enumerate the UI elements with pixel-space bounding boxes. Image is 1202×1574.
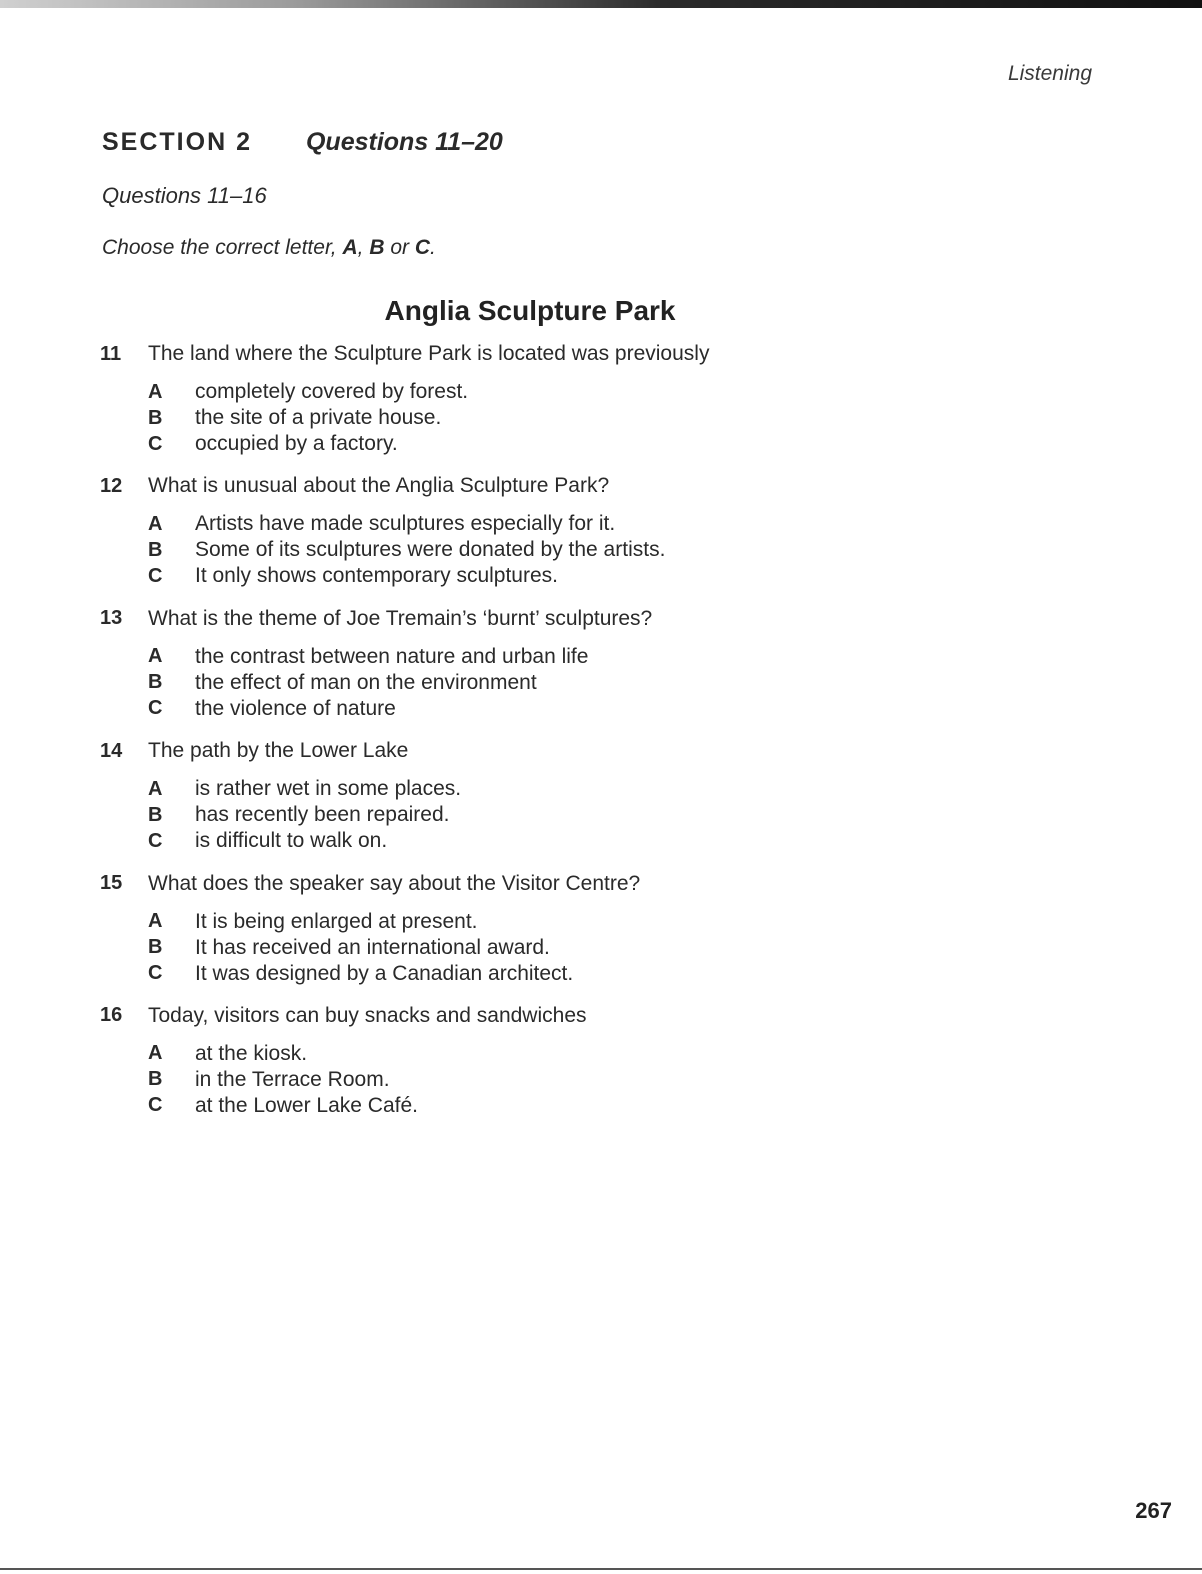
option-text: at the Lower Lake Café. [195, 1093, 418, 1117]
instructions [102, 236, 436, 260]
question-13 [100, 604, 1000, 736]
option-b[interactable] [148, 670, 1000, 696]
option-letter: C [148, 829, 163, 852]
question-number: 15 [100, 872, 123, 895]
option-text: in the Terrace Room. [195, 1067, 390, 1091]
question-number: 14 [100, 739, 123, 762]
option-text: completely covered by forest. [195, 380, 469, 403]
option-text: occupied by a factory. [195, 432, 398, 455]
option-text: is difficult to walk on. [195, 829, 388, 853]
option-list [148, 1041, 1000, 1119]
option-letter: A [148, 1042, 163, 1065]
question-number: 11 [100, 342, 122, 365]
option-text: It is being enlarged at present. [195, 909, 478, 933]
option-a[interactable] [148, 909, 1000, 935]
option-letter: C [148, 962, 163, 985]
option-text: It has received an international award. [195, 935, 550, 959]
option-c[interactable] [148, 431, 1000, 457]
section-label: SECTION 2 [102, 128, 252, 156]
instructions-connector: or [384, 236, 415, 259]
passage-title: Anglia Sculpture Park [384, 295, 676, 326]
option-text: the site of a private house. [195, 406, 442, 429]
option-letter: C [148, 564, 163, 587]
option-text: at the kiosk. [195, 1041, 308, 1065]
instructions-prefix: Choose the correct letter, [102, 236, 343, 259]
option-letter: A [148, 777, 163, 800]
option-a[interactable] [148, 776, 1000, 802]
option-list [148, 909, 1000, 987]
option-letter: C [148, 697, 163, 720]
option-letter: B [148, 803, 163, 826]
instructions-letter-a: A [342, 236, 358, 259]
option-a[interactable] [148, 379, 1000, 405]
option-a[interactable] [148, 644, 1000, 670]
option-text: is rather wet in some places. [195, 777, 462, 801]
top-border [0, 0, 1202, 8]
question-15 [100, 869, 1000, 1001]
option-list [148, 379, 1000, 457]
question-12 [100, 471, 1000, 603]
instructions-suffix: . [430, 236, 436, 259]
running-head: Listening [1007, 62, 1092, 85]
option-text: the contrast between nature and urban life [195, 644, 589, 668]
option-list [148, 776, 1000, 854]
option-letter: C [148, 432, 163, 455]
question-number: 16 [100, 1004, 123, 1027]
option-b[interactable] [148, 405, 1000, 431]
option-letter: A [148, 512, 163, 535]
instructions-separator: , [357, 236, 370, 259]
option-text: Some of its sculptures were donated by the artists. [195, 538, 666, 562]
option-text: It was designed by a Canadian architect. [195, 961, 574, 985]
question-text: The land where the Sculpture Park is located was previously [148, 342, 710, 365]
question-number: 13 [100, 607, 123, 630]
option-text: It only shows contemporary sculptures. [195, 564, 558, 588]
page-number: 267 [1135, 1498, 1172, 1523]
question-16 [100, 1001, 1000, 1133]
option-b[interactable] [148, 802, 1000, 828]
question-list [100, 339, 1000, 1133]
option-letter: A [148, 380, 163, 403]
option-letter: C [148, 1094, 163, 1117]
question-text: Today, visitors can buy snacks and sandwiches [148, 1003, 587, 1027]
option-b[interactable] [148, 1067, 1000, 1093]
option-letter: A [148, 910, 163, 933]
subsection-title: Questions 11–16 [102, 183, 267, 208]
section-heading [102, 128, 503, 157]
option-letter: B [148, 538, 163, 561]
question-14 [100, 736, 1000, 868]
bottom-border [0, 1568, 1202, 1570]
option-c[interactable] [148, 563, 1000, 589]
option-c[interactable] [148, 1093, 1000, 1119]
instructions-letter-c: C [414, 236, 430, 259]
instructions-letter-b: B [369, 236, 385, 259]
option-c[interactable] [148, 828, 1000, 854]
option-list [148, 644, 1000, 722]
option-letter: A [148, 645, 163, 668]
question-number: 12 [100, 474, 123, 497]
option-letter: B [148, 406, 163, 429]
option-text: the effect of man on the environment [195, 670, 537, 694]
section-questions-range: Questions 11–20 [305, 128, 503, 156]
option-text: the violence of nature [195, 696, 396, 720]
option-c[interactable] [148, 696, 1000, 722]
option-letter: B [148, 671, 163, 694]
question-11 [100, 339, 1000, 471]
option-c[interactable] [148, 961, 1000, 987]
question-text: The path by the Lower Lake [148, 739, 409, 763]
option-b[interactable] [148, 935, 1000, 961]
question-text: What is unusual about the Anglia Sculpture Park? [148, 474, 610, 498]
question-text: What is the theme of Joe Tremain’s ‘burnt’ sculptures? [148, 606, 653, 630]
option-letter: B [148, 936, 163, 959]
option-letter: B [148, 1068, 163, 1091]
option-text: has recently been repaired. [195, 803, 450, 827]
option-text: Artists have made sculptures especially for it. [195, 512, 616, 536]
option-a[interactable] [148, 511, 1000, 537]
option-list [148, 511, 1000, 589]
option-a[interactable] [148, 1041, 1000, 1067]
option-b[interactable] [148, 537, 1000, 563]
question-text: What does the speaker say about the Visitor Centre? [148, 871, 641, 895]
